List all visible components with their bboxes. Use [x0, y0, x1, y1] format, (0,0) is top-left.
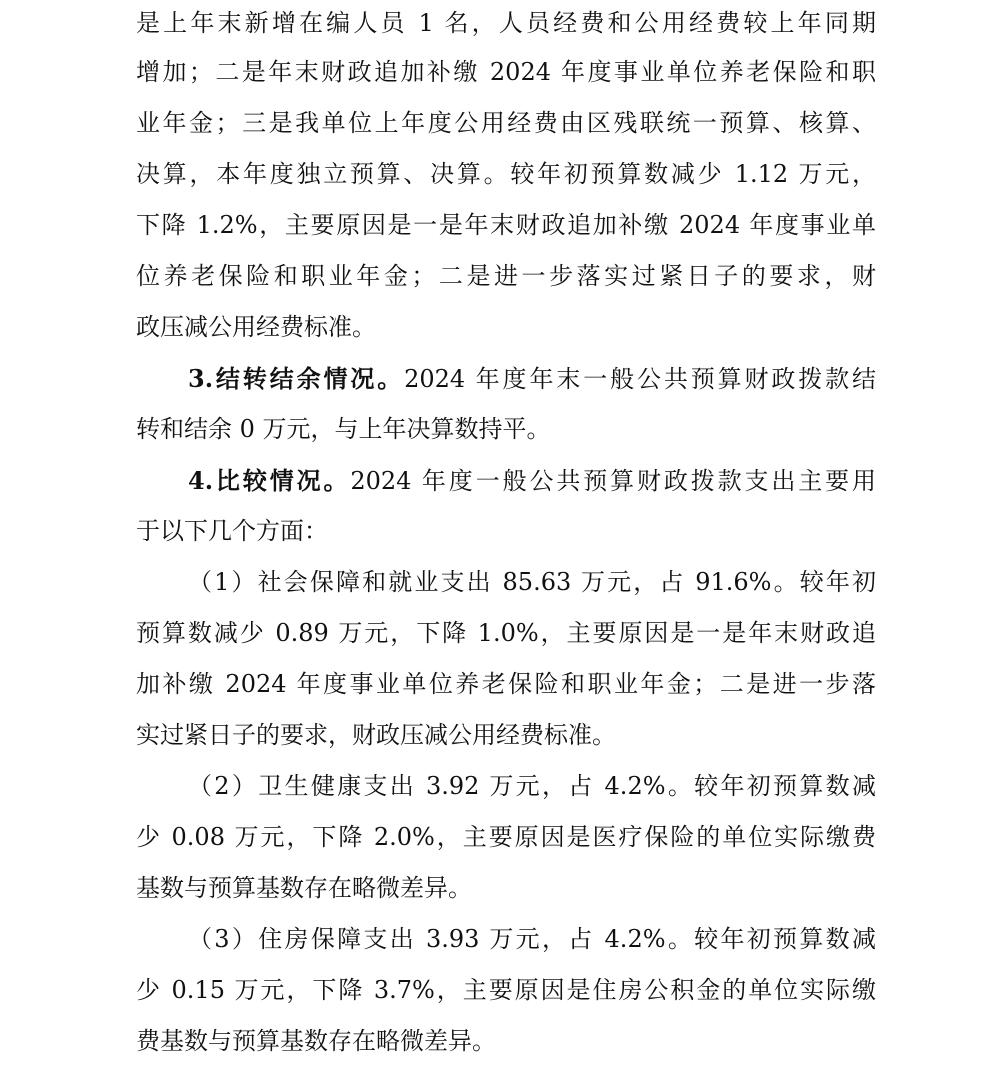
text-line: （1）社会保障和就业支出 85.63 万元，占 91.6%。较年初: [188, 568, 876, 596]
document-page: [136, 0, 876, 1067]
text-line: 业年金；三是我单位上年度公用经费由区残联统一预算、核算、: [136, 109, 876, 137]
text-line: 少 0.08 万元，下降 2.0%，主要原因是医疗保险的单位实际缴费: [136, 823, 876, 851]
paragraph-item-2: [136, 761, 876, 914]
text-line: （3）住房保障支出 3.93 万元，占 4.2%。较年初预算数减: [188, 925, 876, 953]
paragraph-item-3: [136, 914, 876, 1067]
text-line: [136, 353, 876, 404]
text-line: 加补缴 2024 年度事业单位养老保险和职业年金；二是进一步落: [136, 670, 876, 698]
section-heading-carryover: 3.结转结余情况。: [188, 364, 405, 393]
text-line: 费基数与预算基数存在略微差异。: [136, 1027, 496, 1055]
paragraph-item-1: [136, 557, 876, 761]
text-line: 是上年末新增在编人员 1 名，人员经费和公用经费较上年同期: [136, 9, 876, 37]
text-line: 增加；二是年末财政追加补缴 2024 年度事业单位养老保险和职: [136, 58, 876, 86]
text-segment: 2024 年度一般公共预算财政拨款支出主要用: [350, 467, 876, 495]
text-line: 实过紧日子的要求，财政压减公用经费标准。: [136, 721, 616, 749]
text-line: [136, 455, 876, 506]
text-line: 少 0.15 万元，下降 3.7%，主要原因是住房公积金的单位实际缴: [136, 976, 876, 1004]
paragraph-carryover: [136, 353, 876, 455]
paragraph-comparison: [136, 455, 876, 557]
text-line: 下降 1.2%，主要原因是一是年末财政追加补缴 2024 年度事业单: [136, 211, 876, 239]
section-heading-comparison: 4.比较情况。: [188, 466, 351, 495]
text-line: 位养老保险和职业年金；二是进一步落实过紧日子的要求，财: [136, 262, 876, 290]
text-line: 基数与预算基数存在略微差异。: [136, 874, 472, 902]
text-line: 转和结余 0 万元，与上年决算数持平。: [136, 415, 551, 443]
text-line: 政压减公用经费标准。: [136, 313, 376, 341]
text-line: （2）卫生健康支出 3.92 万元，占 4.2%。较年初预算数减: [188, 772, 876, 800]
text-line: 决算，本年度独立预算、决算。较年初预算数减少 1.12 万元，: [136, 160, 876, 188]
paragraph-1: [136, 0, 876, 353]
text-line: 于以下几个方面：: [136, 517, 328, 545]
text-line: 预算数减少 0.89 万元，下降 1.0%，主要原因是一是年末财政追: [136, 619, 876, 647]
text-segment: 2024 年度年末一般公共预算财政拨款结: [404, 365, 876, 393]
